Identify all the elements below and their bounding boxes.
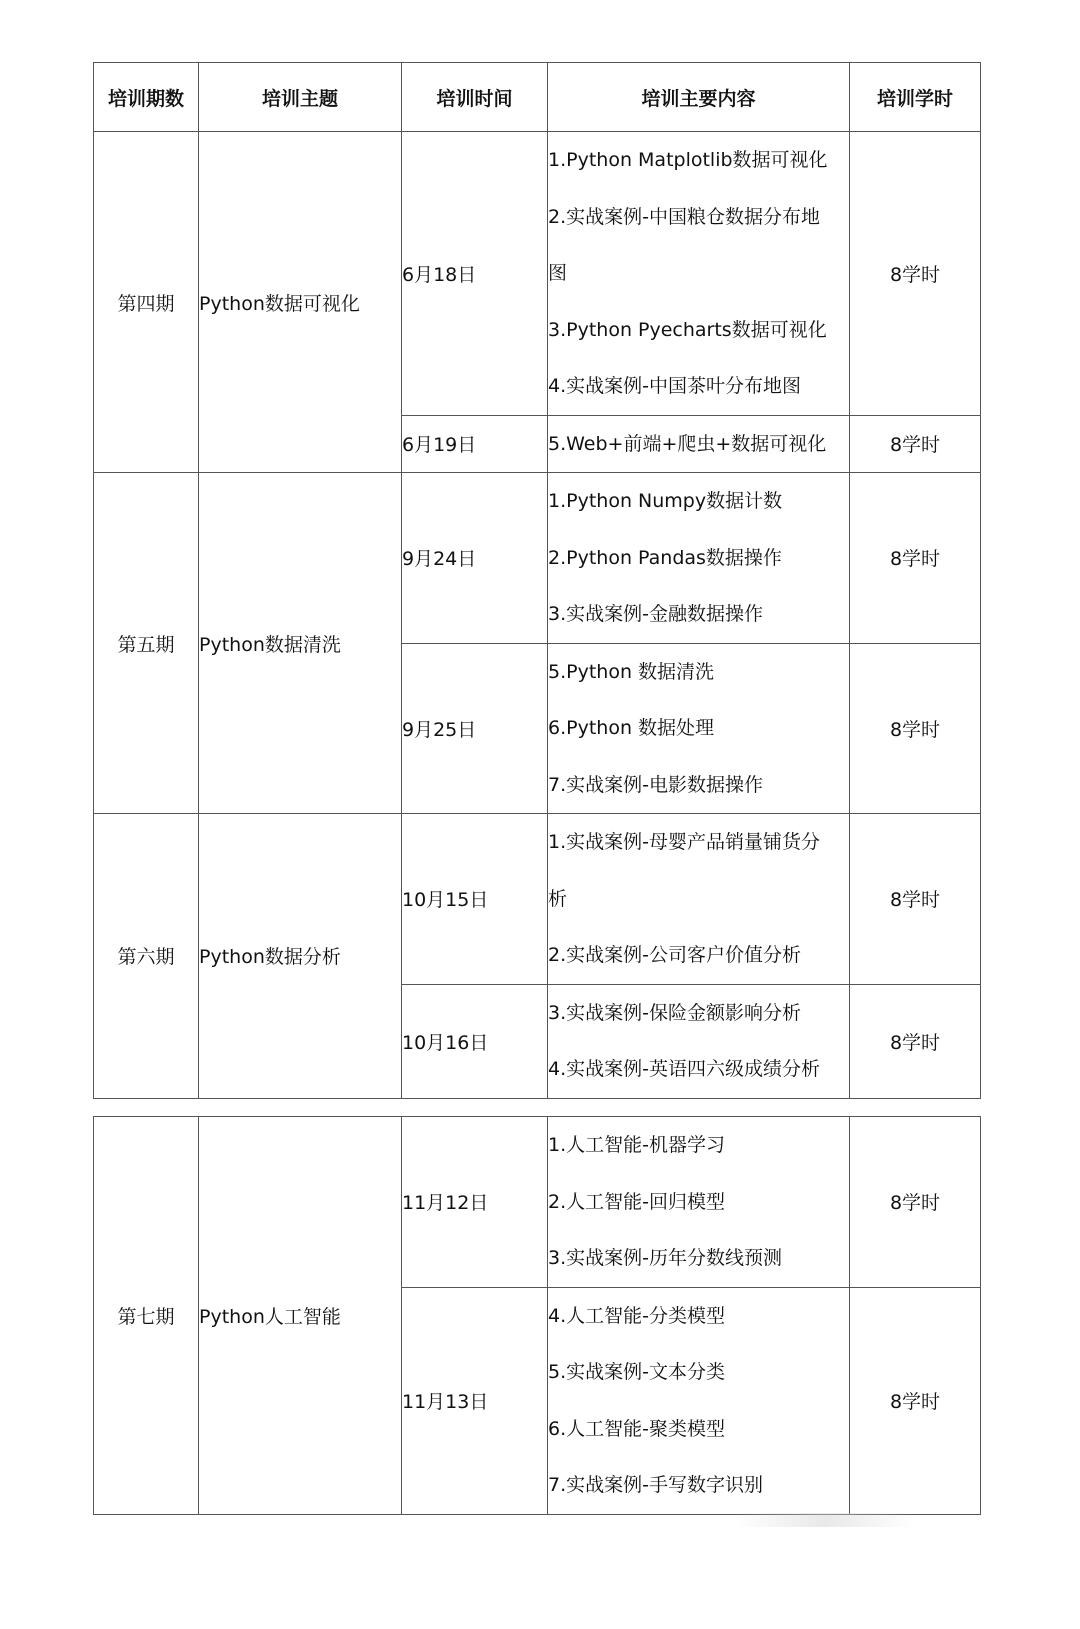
content-line: 7.实战案例-手写数字识别 xyxy=(548,1474,763,1496)
header-topic: 培训主题 xyxy=(199,63,402,132)
content-line: 3.Python Pyecharts数据可视化 xyxy=(548,318,827,341)
date-cell: 10月15日 xyxy=(402,814,548,985)
date-cell: 6月18日 xyxy=(402,132,548,416)
content-cell xyxy=(548,415,850,473)
hours-cell: 8学时 xyxy=(850,415,981,473)
content-line: 4.人工智能-分类模型 xyxy=(548,1304,725,1327)
date-cell: 11月12日 xyxy=(402,1117,548,1288)
header-row xyxy=(94,63,981,132)
topic-cell: Python数据清洗 xyxy=(199,473,402,814)
content-cell xyxy=(548,1287,850,1514)
date-cell: 10月16日 xyxy=(402,984,548,1098)
content-line: 3.实战案例-保险金额影响分析 xyxy=(548,1001,801,1024)
hours-cell: 8学时 xyxy=(850,643,981,814)
content-cell xyxy=(548,643,850,814)
table-row xyxy=(94,814,981,985)
hours-cell: 8学时 xyxy=(850,1117,981,1288)
content-line: 析 xyxy=(548,887,568,910)
period-cell: 第五期 xyxy=(94,473,199,814)
date-cell: 9月25日 xyxy=(402,643,548,814)
content-line: 5.Web+前端+爬虫+数据可视化 xyxy=(548,432,827,455)
hours-cell: 8学时 xyxy=(850,1287,981,1514)
content-line: 4.实战案例-中国茶叶分布地图 xyxy=(548,375,801,397)
hours-cell: 8学时 xyxy=(850,984,981,1098)
topic-cell: Python人工智能 xyxy=(199,1117,402,1515)
content-cell xyxy=(548,1117,850,1288)
content-cell xyxy=(548,132,850,416)
date-cell: 9月24日 xyxy=(402,473,548,644)
content-line: 1.Python Numpy数据计数 xyxy=(548,490,783,512)
date-cell: 6月19日 xyxy=(402,415,548,473)
period-cell: 第四期 xyxy=(94,132,199,473)
blurred-watermark xyxy=(735,1513,915,1527)
period-cell: 第七期 xyxy=(94,1117,199,1515)
training-schedule-table-continued xyxy=(93,1116,981,1515)
header-period: 培训期数 xyxy=(94,63,199,132)
content-line: 6.Python 数据处理 xyxy=(548,717,715,739)
content-line: 1.Python Matplotlib数据可视化 xyxy=(548,149,828,171)
content-line: 图 xyxy=(548,262,568,284)
content-line: 4.实战案例-英语四六级成绩分析 xyxy=(548,1058,820,1080)
topic-cell: Python数据可视化 xyxy=(199,132,402,473)
content-line: 1.人工智能-机器学习 xyxy=(548,1134,725,1156)
hours-cell: 8学时 xyxy=(850,814,981,985)
content-line: 5.Python 数据清洗 xyxy=(548,660,715,683)
content-line: 2.人工智能-回归模型 xyxy=(548,1190,725,1213)
hours-cell: 8学时 xyxy=(850,132,981,416)
table-row xyxy=(94,132,981,416)
content-cell xyxy=(548,814,850,985)
content-line: 5.实战案例-文本分类 xyxy=(548,1361,725,1383)
date-cell: 11月13日 xyxy=(402,1287,548,1514)
content-line: 2.实战案例-中国粮仓数据分布地 xyxy=(548,205,820,228)
content-line: 2.Python Pandas数据操作 xyxy=(548,546,782,569)
content-line: 6.人工智能-聚类模型 xyxy=(548,1417,725,1440)
content-line: 1.实战案例-母婴产品销量铺货分 xyxy=(548,831,820,853)
table-row xyxy=(94,473,981,644)
content-line: 7.实战案例-电影数据操作 xyxy=(548,773,763,796)
hours-cell: 8学时 xyxy=(850,473,981,644)
period-cell: 第六期 xyxy=(94,814,199,1099)
content-cell xyxy=(548,473,850,644)
training-schedule-table xyxy=(93,62,981,1099)
header-date: 培训时间 xyxy=(402,63,548,132)
content-line: 2.实战案例-公司客户价值分析 xyxy=(548,944,801,966)
content-line: 3.实战案例-历年分数线预测 xyxy=(548,1247,782,1269)
topic-cell: Python数据分析 xyxy=(199,814,402,1099)
content-line: 3.实战案例-金融数据操作 xyxy=(548,603,763,625)
content-cell xyxy=(548,984,850,1098)
header-content: 培训主要内容 xyxy=(548,63,850,132)
header-hours: 培训学时 xyxy=(850,63,981,132)
table-row xyxy=(94,1117,981,1288)
